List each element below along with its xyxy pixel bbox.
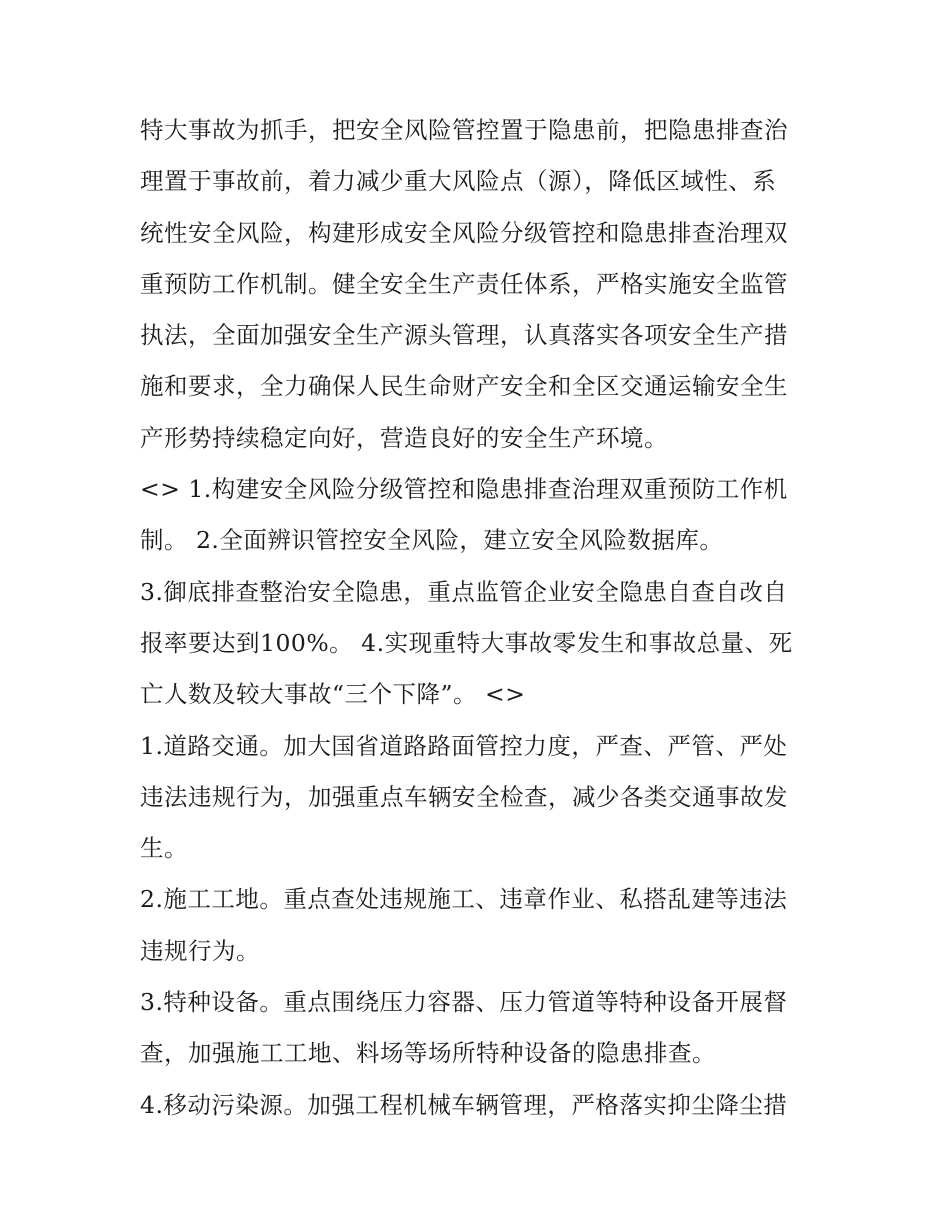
- text-line: 制。 2.全面辨识管控安全风险，建立安全风险数据库。: [140, 526, 724, 555]
- text-line: 理置于事故前，着力减少重大风险点（源），降低区域性、系: [140, 167, 777, 196]
- text-line: 统性安全风险，构建形成安全风险分级管控和隐患排查治理双: [140, 218, 788, 247]
- text-line: 3.御底排查整治安全隐患，重点监管企业安全隐患自查自改自: [140, 577, 788, 606]
- document-body: [140, 105, 820, 1131]
- text-line: 重预防工作机制。健全安全生产责任体系，严格实施安全监管: [140, 269, 788, 298]
- text-line: 2.施工工地。重点查处违规施工、违章作业、私搭乱建等违法: [140, 885, 788, 914]
- text-line: 执法，全面加强安全生产源头管理，认真落实各项安全生产措: [140, 321, 788, 350]
- text-line: 3.特种设备。重点围绕压力容器、压力管道等特种设备开展督: [140, 988, 788, 1017]
- text-line: 违法违规行为，加强重点车辆安全检查，减少各类交通事故发: [140, 782, 788, 811]
- text-line: 4.移动污染源。加强工程机械车辆管理，严格落实抑尘降尘措: [140, 1090, 788, 1119]
- text-line: 施和要求，全力确保人民生命财产安全和全区交通运输安全生: [140, 372, 788, 401]
- text-line: <> 1.构建安全风险分级管控和隐患排查治理双重预防工作机: [140, 475, 788, 504]
- text-line: 生。: [140, 834, 188, 863]
- text-line: 违规行为。: [140, 936, 260, 965]
- text-line: 1.道路交通。加大国省道路路面管控力度，严查、严管、严处: [140, 731, 788, 760]
- text-line: 亡人数及较大事故“三个下降”。 <>: [140, 680, 526, 709]
- text-line: 特大事故为抓手，把安全风险管控置于隐患前，把隐患排查治: [140, 116, 788, 144]
- text-line: 报率要达到100%。 4.实现重特大事故零发生和事故总量、死: [140, 628, 793, 657]
- text-line: 查，加强施工工地、料场等场所特种设备的隐患排查。: [140, 1039, 716, 1068]
- text-line: 产形势持续稳定向好，营造良好的安全生产环境。: [140, 423, 668, 452]
